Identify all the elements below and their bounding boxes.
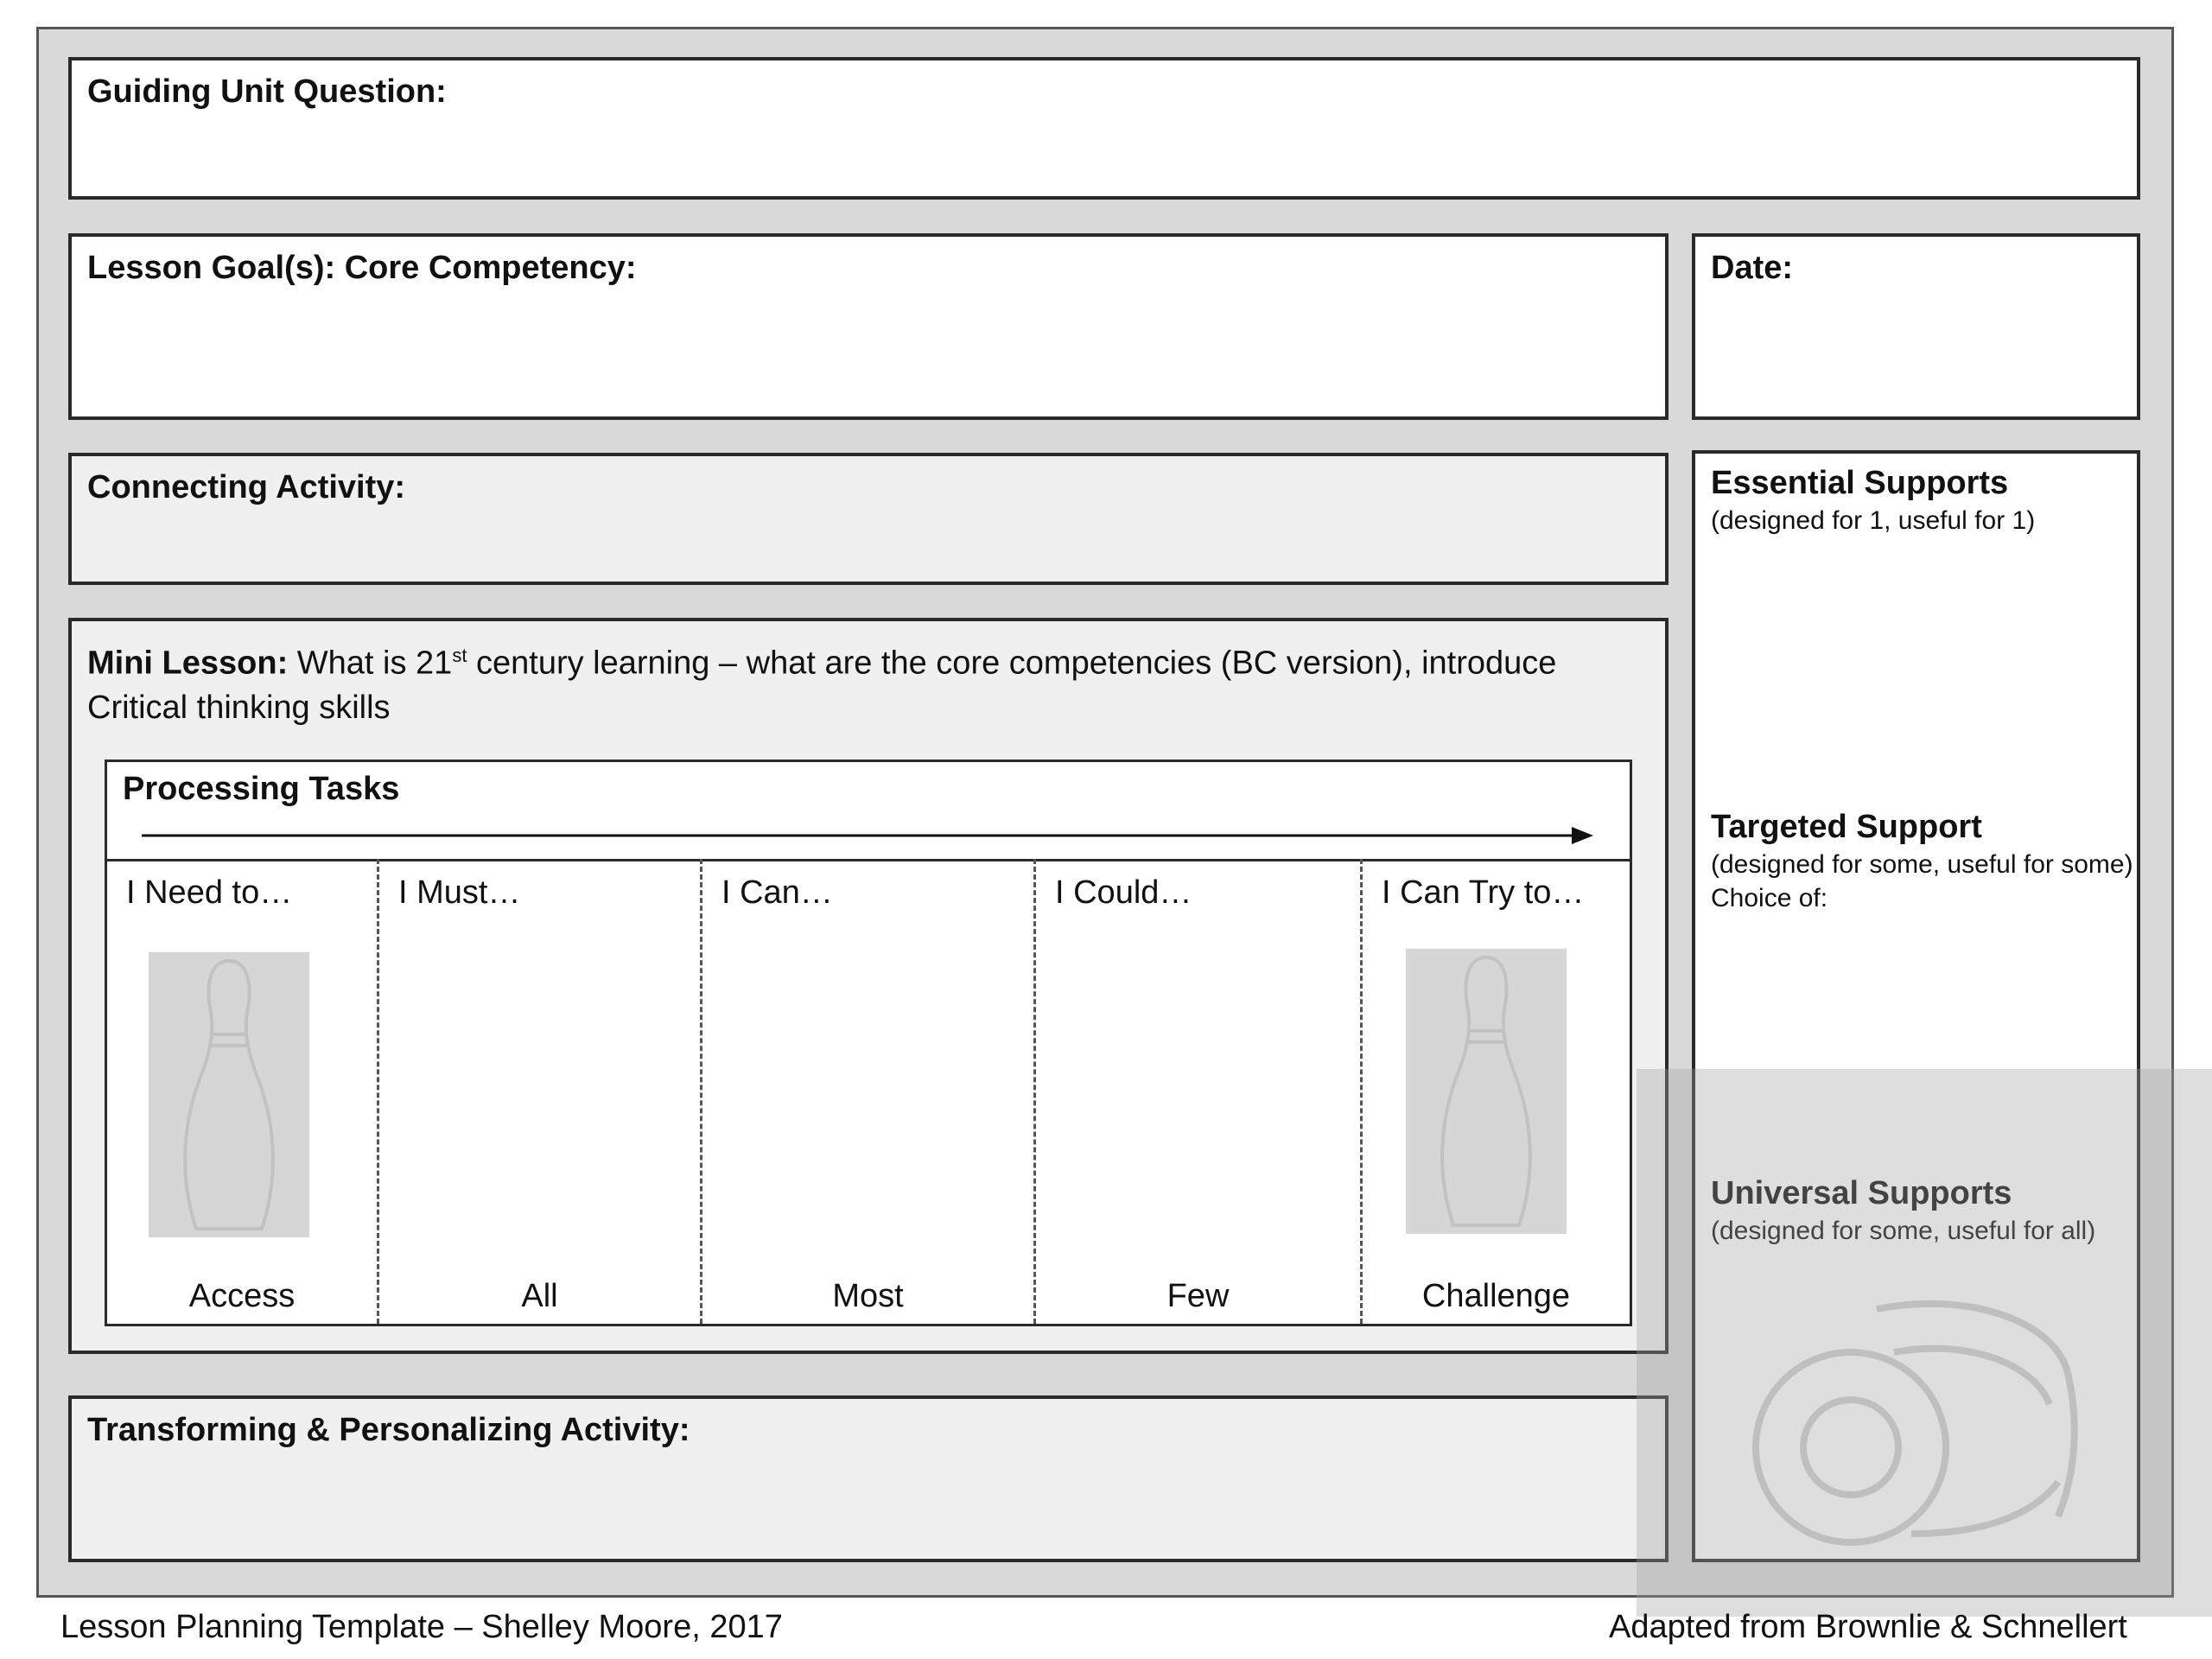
column-heading: I Could… <box>1055 874 1192 911</box>
column-must[interactable] <box>377 859 700 1324</box>
column-could[interactable] <box>1033 859 1360 1324</box>
column-need-to[interactable] <box>107 859 377 1324</box>
universal-supports-note: (designed for some, useful for all) <box>1711 1216 2096 1245</box>
date-label: Date: <box>1711 250 1794 286</box>
targeted-support-title: Targeted Support <box>1711 809 1982 845</box>
targeted-support-note: (designed for some, useful for some) <box>1711 849 2133 879</box>
mini-lesson-box <box>68 618 1669 1354</box>
essential-supports <box>1711 464 2035 537</box>
processing-tasks-table <box>105 760 1632 1326</box>
column-heading: I Can Try to… <box>1382 874 1585 911</box>
lesson-goals-label: Lesson Goal(s): Core Competency: <box>87 250 637 286</box>
universal-supports <box>1711 1174 2095 1248</box>
date-box[interactable] <box>1692 233 2140 420</box>
targeted-support <box>1711 808 2133 915</box>
bowling-pin-icon <box>1406 949 1567 1234</box>
mini-lesson-sup: st <box>452 645 467 666</box>
column-footer: Few <box>1166 1278 1230 1314</box>
connecting-activity-box[interactable] <box>68 453 1669 585</box>
footer-right: Adapted from Brownlie & Schnellert <box>1609 1609 2127 1645</box>
transforming-activity-box[interactable] <box>68 1395 1669 1562</box>
mini-lesson-text-a: What is 21 <box>288 645 453 682</box>
processing-tasks-header <box>107 762 1630 861</box>
essential-supports-title: Essential Supports <box>1711 465 2009 501</box>
guiding-question-label: Guiding Unit Question: <box>87 73 447 110</box>
column-can-try-to[interactable] <box>1360 859 1630 1324</box>
arrow-right-icon <box>142 823 1593 849</box>
column-footer: Access <box>188 1278 296 1314</box>
transforming-activity-label: Transforming & Personalizing Activity: <box>87 1412 690 1448</box>
mini-lesson-text <box>87 633 1630 730</box>
processing-tasks-title: Processing Tasks <box>123 771 400 807</box>
essential-supports-note: (designed for 1, useful for 1) <box>1711 505 2036 535</box>
template-frame <box>36 27 2174 1598</box>
connecting-activity-label: Connecting Activity: <box>87 469 406 505</box>
lesson-goals-box[interactable] <box>68 233 1669 420</box>
column-footer: Most <box>832 1278 904 1314</box>
footer-left: Lesson Planning Template – Shelley Moore, 2017 <box>60 1609 783 1645</box>
supports-box[interactable] <box>1692 450 2140 1562</box>
column-can[interactable] <box>700 859 1033 1324</box>
column-heading: I Must… <box>398 874 521 911</box>
column-heading: I Need to… <box>126 874 293 911</box>
column-heading: I Can… <box>721 874 833 911</box>
bowling-pin-icon <box>149 952 309 1237</box>
mini-lesson-text-b: century learning – what are the core competencies (BC version), introduce Critical thinking skills <box>87 645 1557 726</box>
column-footer: Challenge <box>1421 1278 1571 1314</box>
mini-lesson-label: Mini Lesson: <box>87 645 289 682</box>
guiding-question-box[interactable] <box>68 57 2140 200</box>
tires-icon <box>1738 1257 2101 1551</box>
universal-supports-title: Universal Supports <box>1711 1175 2012 1211</box>
targeted-support-choice: Choice of: <box>1711 883 1828 912</box>
column-footer: All <box>521 1278 558 1314</box>
